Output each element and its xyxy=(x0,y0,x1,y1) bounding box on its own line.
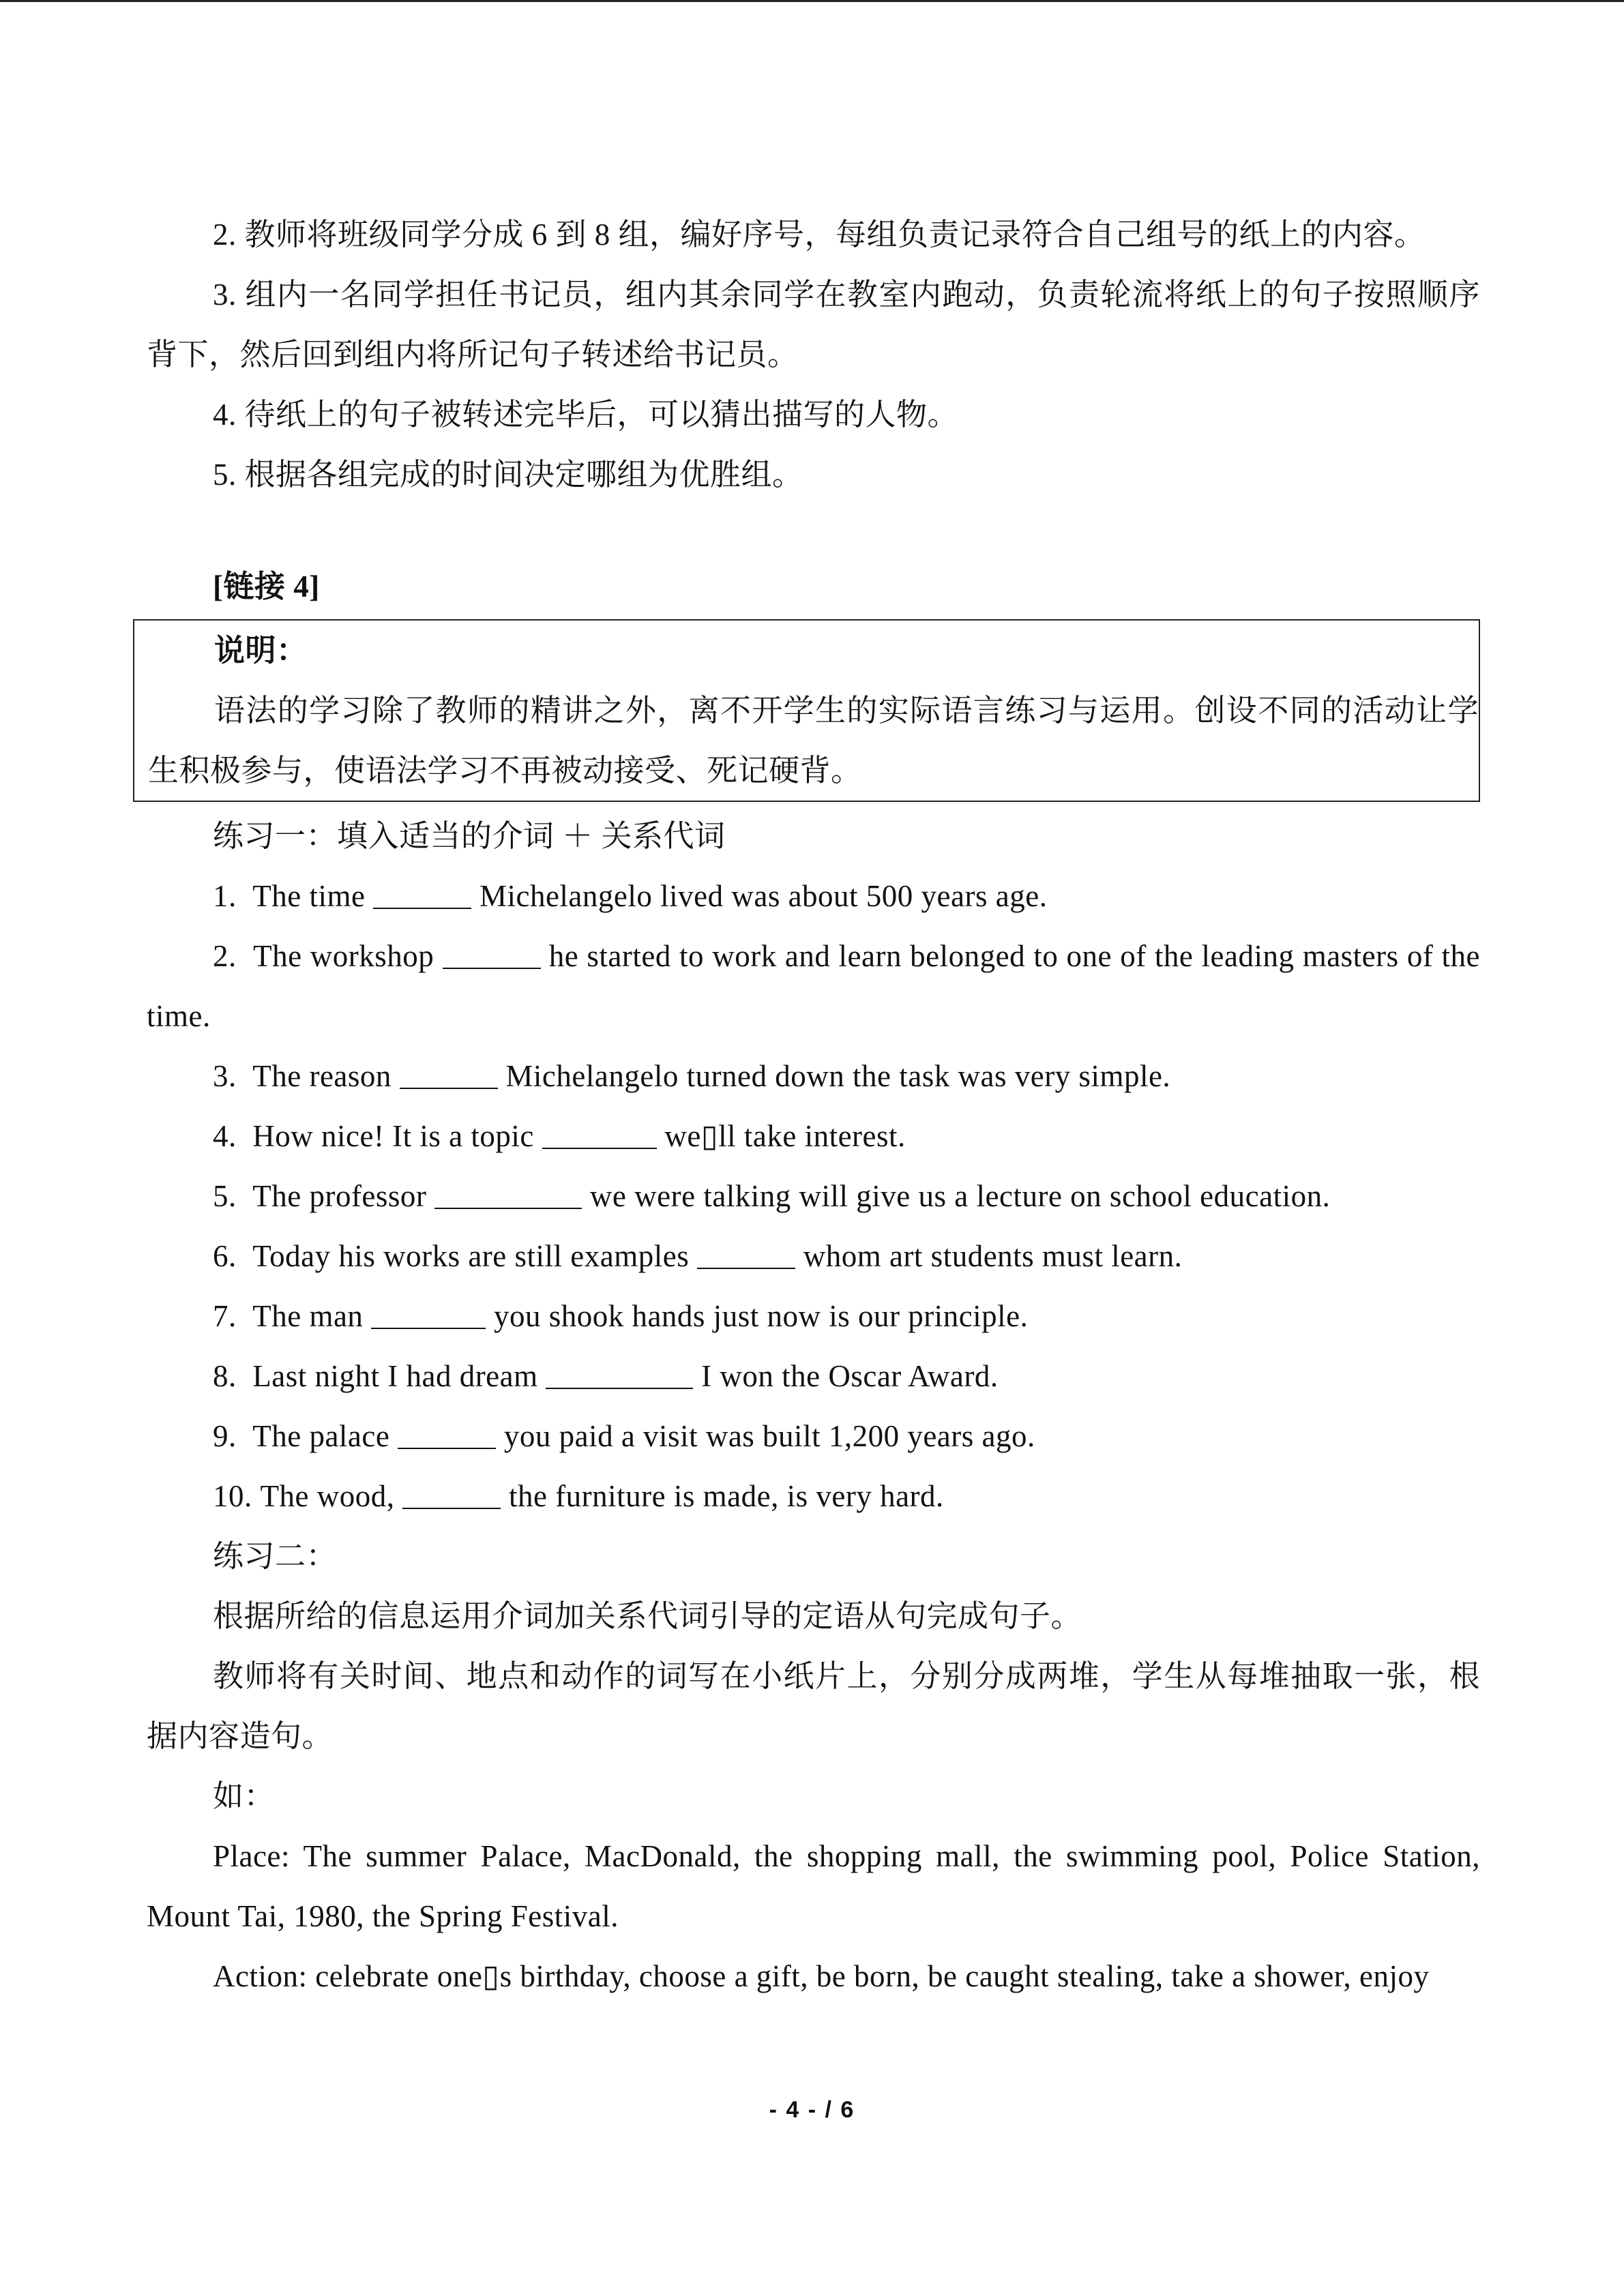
item-number: 2. xyxy=(213,939,237,973)
item-text-after: Michelangelo turned down the task was very simple. xyxy=(505,1059,1171,1093)
step-5: 5. 根据各组完成的时间决定哪组为优胜组。 xyxy=(213,458,803,492)
answer-blank[interactable] xyxy=(398,1420,496,1449)
answer-blank[interactable] xyxy=(402,1480,501,1509)
exercise2-title: 练习二： xyxy=(213,1539,338,1573)
exercise2-description: 教师将有关时间、地点和动作的词写在小纸片上，分别分成两堆，学生从每堆抽取一张，根据内容造句。 xyxy=(147,1659,1480,1753)
answer-blank[interactable] xyxy=(400,1060,498,1089)
exercise-item xyxy=(147,1466,1480,1526)
item-number: 5. xyxy=(213,1179,237,1213)
exercise-item xyxy=(147,1226,1480,1286)
top-border-line xyxy=(0,0,1624,2)
item-number: 1. xyxy=(213,879,237,913)
note-box xyxy=(133,619,1480,802)
note-body: 语法的学习除了教师的精讲之外，离不开学生的实际语言练习与运用。创设不同的活动让学生积极参与，使语法学习不再被动接受、死记硬背。 xyxy=(148,694,1479,788)
item-text-before: The palace xyxy=(252,1419,390,1453)
link-title: [链接 4] xyxy=(213,569,320,603)
item-text-before: The professor xyxy=(252,1179,427,1213)
item-text-after: the furniture is made, is very hard. xyxy=(508,1479,944,1513)
answer-blank[interactable] xyxy=(371,1300,486,1329)
item-text-after: we were talking will give us a lecture on school education. xyxy=(589,1179,1331,1213)
answer-blank[interactable] xyxy=(443,940,541,969)
action-list: Action: celebrate one▯s birthday, choose a gift, be born, be caught stealing, take a shower, enjoy xyxy=(213,1959,1430,1993)
step-2: 2. 教师将班级同学分成 6 到 8 组，编好序号，每组负责记录符合自己组号的纸上的内容。 xyxy=(213,218,1426,252)
item-number: 9. xyxy=(213,1419,237,1453)
exercise-item xyxy=(147,926,1480,1046)
exercise-item xyxy=(147,1166,1480,1226)
note-heading: 说明： xyxy=(214,633,308,668)
exercise1-title: 练习一：填入适当的介词 ＋ 关系代词 xyxy=(213,819,726,853)
answer-blank[interactable] xyxy=(373,880,471,909)
item-text-before: Today his works are still examples xyxy=(252,1239,690,1273)
answer-blank[interactable] xyxy=(434,1180,582,1209)
answer-blank[interactable] xyxy=(697,1240,795,1269)
answer-blank[interactable] xyxy=(542,1120,657,1149)
item-number: 3. xyxy=(213,1059,237,1093)
item-text-before: How nice! It is a topic xyxy=(252,1119,534,1153)
exercise-item xyxy=(147,1406,1480,1466)
item-text-before: The reason xyxy=(252,1059,392,1093)
item-text-before: The time xyxy=(252,879,366,913)
item-text-after: whom art students must learn. xyxy=(803,1239,1183,1273)
step-3: 3. 组内一名同学担任书记员，组内其余同学在教室内跑动，负责轮流将纸上的句子按照顺序背下，然后回到组内将所记句子转述给书记员。 xyxy=(147,278,1480,372)
item-number: 6. xyxy=(213,1239,237,1273)
item-text-before: Last night I had dream xyxy=(252,1359,538,1393)
item-text-after: you paid a visit was built 1,200 years ago. xyxy=(503,1419,1035,1453)
exercise-item xyxy=(147,1046,1480,1106)
example-label: 如： xyxy=(213,1779,276,1813)
item-text-after: we▯ll take interest. xyxy=(664,1119,906,1153)
item-text-before: The workshop xyxy=(253,939,434,973)
item-text-after: he started to work and learn belonged to one of the leading masters of the time. xyxy=(147,939,1481,1033)
step-4: 4. 待纸上的句子被转述完毕后，可以猜出描写的人物。 xyxy=(213,398,959,432)
exercise2-instruction: 根据所给的信息运用介词加关系代词引导的定语从句完成句子。 xyxy=(213,1599,1082,1633)
item-text-after: I won the Oscar Award. xyxy=(701,1359,999,1393)
item-text-before: The wood, xyxy=(260,1479,395,1513)
exercise-item xyxy=(147,1106,1480,1166)
item-number: 7. xyxy=(213,1299,237,1333)
item-number: 4. xyxy=(213,1119,237,1153)
item-number: 10. xyxy=(213,1479,252,1513)
item-text-before: The man xyxy=(252,1299,364,1333)
page-content xyxy=(147,205,1480,2006)
item-text-after: Michelangelo lived was about 500 years age. xyxy=(479,879,1048,913)
exercise-item xyxy=(147,1346,1480,1406)
item-text-after: you shook hands just now is our principle. xyxy=(493,1299,1029,1333)
exercise-item xyxy=(147,866,1480,926)
section-gap xyxy=(147,505,1480,556)
item-number: 8. xyxy=(213,1359,237,1393)
page-number: - 4 - / 6 xyxy=(769,2097,855,2123)
place-list: Place: The summer Palace, MacDonald, the shopping mall, the swimming pool, Police Station, Mount Tai, 1980, the Spring Festival. xyxy=(147,1839,1480,1933)
exercise-item xyxy=(147,1286,1480,1346)
answer-blank[interactable] xyxy=(546,1360,693,1389)
